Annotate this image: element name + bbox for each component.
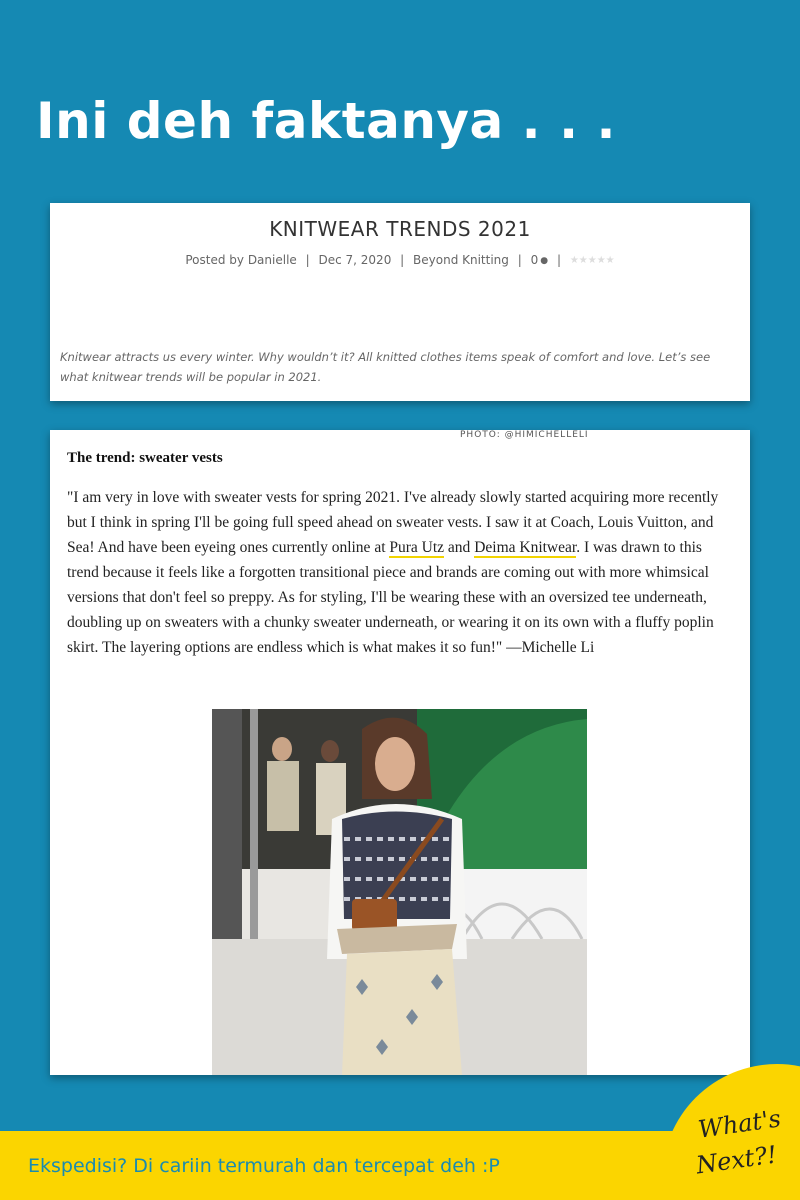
meta-separator: | — [305, 253, 310, 267]
post-meta — [50, 253, 750, 267]
post-title[interactable]: KNITWEAR TRENDS 2021 — [269, 217, 531, 241]
post-excerpt: Knitwear attracts us every winter. Why wouldn’t it? All knitted clothes items speak of comfort and love. Let’s see what knitwear trends will be popular in 2021. — [60, 350, 711, 384]
rating-stars-icon[interactable]: ★★★★★ — [569, 255, 615, 266]
article-quote — [67, 485, 732, 660]
meta-separator: | — [556, 253, 561, 267]
badge-line2: Next?! — [694, 1140, 779, 1180]
quote-and: and — [444, 539, 475, 556]
article-card — [50, 430, 750, 1075]
comment-bubble-icon: ● — [540, 256, 549, 266]
posted-by-label: Posted by — [185, 253, 244, 267]
meta-separator: | — [400, 253, 405, 267]
page-headline: Ini deh faktanya . . . — [36, 92, 616, 150]
post-date: Dec 7, 2020 — [318, 253, 392, 267]
quote-text-part1: "I am very in love with sweater vests for spring 2021. I've already slowly started acquiring more recently but I think in spring I'll be going full speed ahead on sweater vests. I saw it at Coach, Louis Vuitton, and Sea! And have been eyeing ones currently online at — [67, 489, 719, 556]
trend-heading: The trend: sweater vests — [67, 450, 223, 466]
meta-separator: | — [517, 253, 522, 267]
deima-knitwear-link[interactable]: Deima Knitwear — [474, 539, 577, 556]
pura-utz-link[interactable]: Pura Utz — [389, 539, 445, 556]
badge-line1: What's — [696, 1104, 783, 1144]
quote-text-part2: . I was drawn to this trend because it feels like a forgotten transitional piece and brands are coming out with more whimsical versions that don't feel so preppy. As for styling, I'll be wearing these with an oversized tee underneath, doubling up on sweaters with a chunky sweater underneath, or wearing it on its own with a fluffy poplin skirt. The layering options are endless which is what makes it so fun!" —Michelle Li — [67, 539, 714, 656]
comment-count: 0 — [530, 253, 539, 267]
category-link[interactable]: Beyond Knitting — [413, 253, 509, 267]
photo-credit: PHOTO: @HIMICHELLELI — [460, 430, 589, 440]
post-header-card — [50, 203, 750, 401]
whats-next-badge[interactable] — [662, 1064, 800, 1200]
runway-photo — [212, 709, 587, 1075]
bottom-banner-text: Ekspedisi? Di cariin termurah dan tercepat deh :P — [28, 1155, 500, 1177]
author-link[interactable]: Danielle — [247, 253, 297, 267]
comments-link[interactable] — [531, 253, 549, 267]
